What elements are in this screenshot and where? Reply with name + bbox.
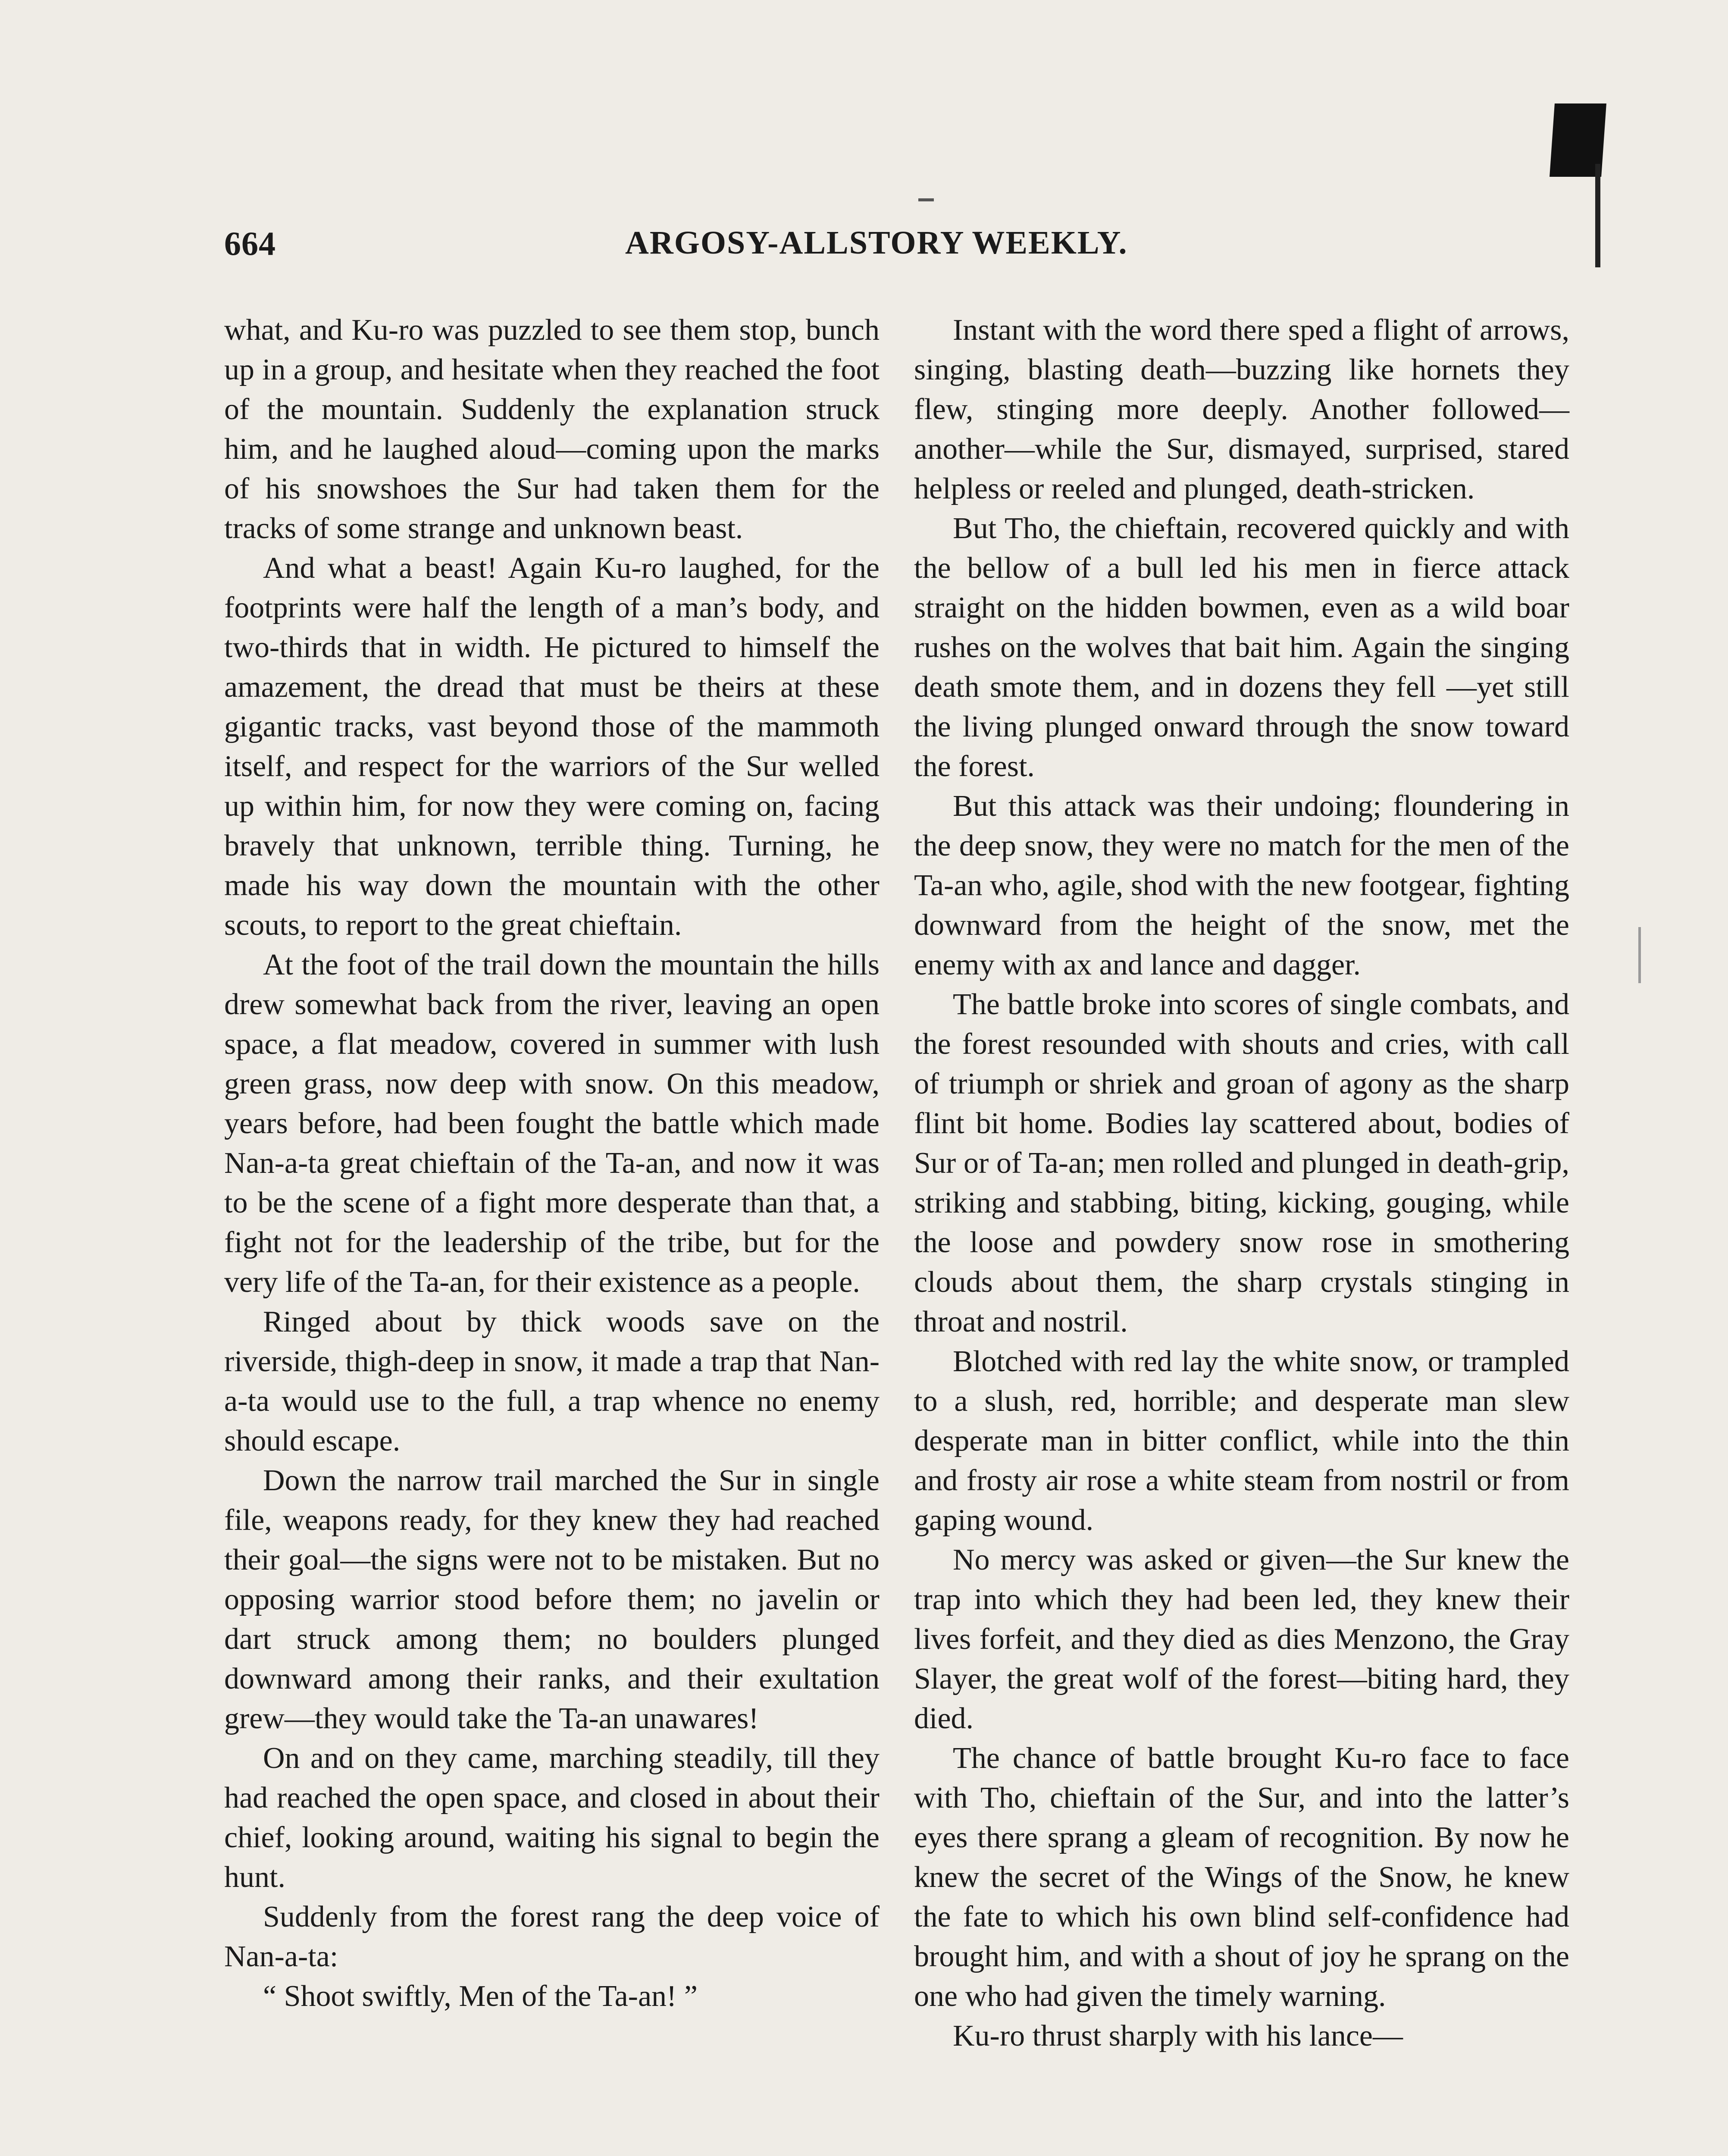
paragraph: Ringed about by thick woods save on the riverside, thigh-deep in snow, it made a trap that Nan-a-ta would use to the full, a trap whence no enemy should escape. bbox=[224, 1305, 880, 1457]
paragraph: “ Shoot swiftly, Men of the Ta-an! ” bbox=[263, 1980, 698, 2013]
running-title: ARGOSY-ALLSTORY WEEKLY. bbox=[625, 225, 1128, 261]
paragraph: On and on they came, marching steadily, till they had reached the open space, and closed in about their chief, looking around, waiting his signal to begin the hunt. bbox=[224, 1742, 880, 1894]
paragraph: But Tho, the chieftain, recovered quickly and with the bellow of a bull led his men in fierce attack straight on the hidden bowmen, even as a wild boar rushes on the wolves that bait him. Again the singing death smote them, and in dozens they fell —yet still the living plunged onward through the snow toward the forest. bbox=[914, 512, 1569, 783]
paragraph: Instant with the word there sped a flight of arrows, singing, blasting death—buzzing like hornets they flew, stinging more deeply. Another followed—another—while the Sur, dismayed, surprised, stared helpless or reeled and plunged, death-stricken. bbox=[914, 313, 1569, 505]
paragraph: At the foot of the trail down the mountain the hills drew somewhat back from the river, leaving an open space, a flat meadow, covered in summer with lush green grass, now deep with snow. On this meadow, years before, had been fought the battle which made Nan-a-ta great chieftain of the Ta-an, and now it was to be the scene of a fight more desperate than that, a fight not for the leadership of the tribe, but for the very life of the Ta-an, for their existence as a people. bbox=[224, 948, 880, 1299]
paragraph: The chance of battle brought Ku-ro face to face with Tho, chieftain of the Sur, and into the latter’s eyes there sprang a gleam of recognition. By now he knew the secret of the Wings of the Snow, he knew the fate to which his own blind self-confidence had brought him, and with a shout of joy he sprang on the one who had given the timely warning. bbox=[914, 1742, 1569, 2013]
left-column bbox=[224, 310, 880, 2156]
right-column bbox=[914, 310, 1569, 2156]
paragraph: what, and Ku-ro was puzzled to see them stop, bunch up in a group, and hesitate when they reached the foot of the mountain. Suddenly the explanation struck him, and he laughed aloud—coming upon the marks of his snowshoes the Sur had taken them for the tracks of some strange and unknown beast. bbox=[224, 313, 880, 545]
paragraph: No mercy was asked or given—the Sur knew the trap into which they had been led, they knew their lives forfeit, and they died as dies Menzono, the Gray Slayer, the great wolf of the forest—biting hard, they died. bbox=[914, 1543, 1569, 1735]
paragraph: Blotched with red lay the white snow, or trampled to a slush, red, horrible; and desperate man slew desperate man in bitter conflict, while into the thin and frosty air rose a white steam from nostril or from gaping wound. bbox=[914, 1345, 1569, 1537]
ink-streak bbox=[1595, 164, 1600, 267]
stray-mark bbox=[918, 198, 934, 201]
paragraph: And what a beast! Again Ku-ro laughed, for the footprints were half the length of a man’s body, and two-thirds that in width. He pictured to himself the amazement, the dread that must be theirs at these gigantic tracks, vast beyond those of the mammoth itself, and respect for the warriors of the Sur welled up within him, for now they were coming on, facing bravely that unknown, terrible thing. Turning, he made his way down the mountain with the other scouts, to report to the great chieftain. bbox=[224, 552, 880, 942]
paragraph: The battle broke into scores of single combats, and the forest resounded with shouts and cries, with call of triumph or shriek and groan of agony as the sharp flint bit home. Bodies lay scattered about, bodies of Sur or of Ta-an; men rolled and plunged in death-grip, striking and stabbing, biting, kicking, gouging, while the loose and powdery snow rose in smothering clouds about them, the sharp crystals stinging in throat and nostril. bbox=[914, 988, 1569, 1338]
paragraph: Down the narrow trail marched the Sur in single file, weapons ready, for they knew they had reached their goal—the signs were not to be mistaken. But no opposing warrior stood before them; no javelin or dart struck among them; no boulders plunged downward among their ranks, and their exultation grew—they would take the Ta-an unawares! bbox=[224, 1464, 880, 1735]
page-header bbox=[224, 224, 1535, 276]
paragraph: Suddenly from the forest rang the deep voice of Nan-a-ta: bbox=[224, 1900, 880, 1973]
page-number: 664 bbox=[224, 225, 276, 262]
margin-mark bbox=[1638, 927, 1641, 983]
paragraph: But this attack was their undoing; floundering in the deep snow, they were no match for the men of the Ta-an who, agile, shod with the new footgear, fighting downward from the height of the snow, met the enemy with ax and lance and dagger. bbox=[914, 790, 1569, 981]
paragraph: Ku-ro thrust sharply with his lance— bbox=[953, 2019, 1403, 2053]
